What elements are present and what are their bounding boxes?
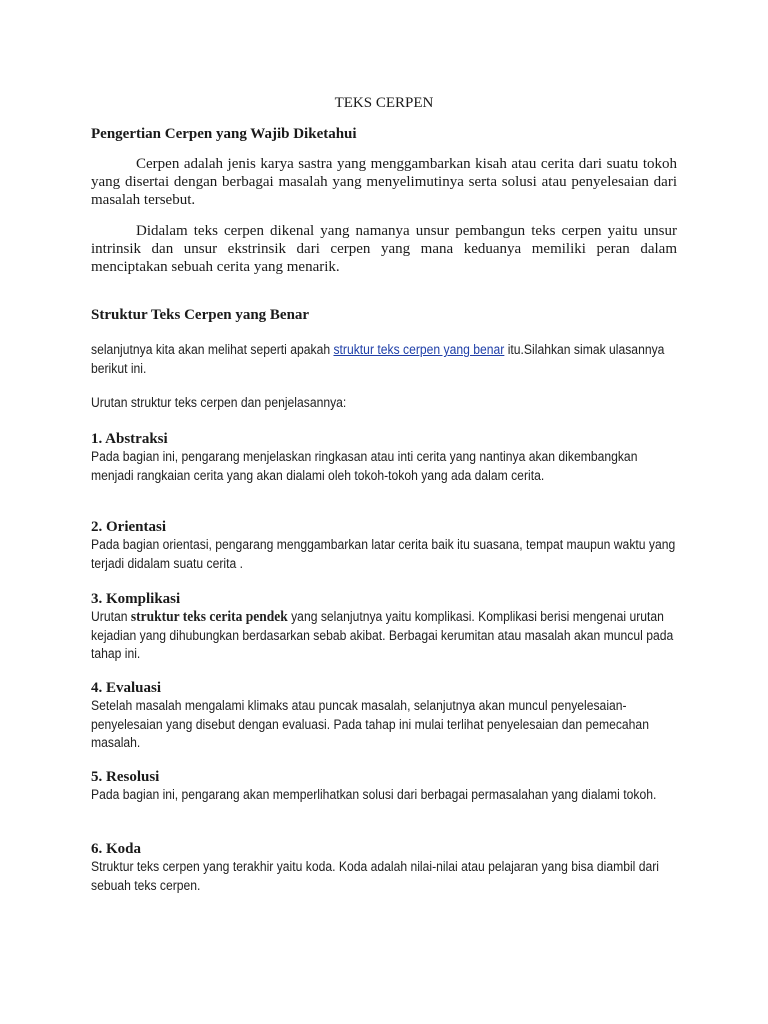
section-title: 6. Koda [91, 841, 142, 857]
document-title: TEKS CERPEN [334, 95, 434, 111]
intro-text-before: selanjutnya kita akan melihat seperti apakah [91, 342, 334, 357]
section-body: Pada bagian ini, pengarang menjelaskan ringkasan atau inti cerita yang nantinya akan dikembangkan menjadi rangkaian cerita yang akan dialami oleh tokoh-tokoh yang ada dalam cerita. [91, 449, 638, 483]
section-resolusi [91, 768, 677, 805]
section-title: 2. Orientasi [91, 519, 166, 535]
section-title: 1. Abstraksi [91, 431, 168, 447]
section-body: Pada bagian orientasi, pengarang menggambarkan latar cerita baik itu suasana, tempat maupun waktu yang terjadi didalam suatu cerita . [91, 537, 676, 571]
section-koda [91, 840, 677, 895]
section-body: Setelah masalah mengalami klimaks atau puncak masalah, selanjutnya akan muncul penyelesaian-penyelesaian yang disebut dengan evaluasi. Pada tahap ini mulai terlihat penyelesaian dan pemecahan masalah. [91, 698, 649, 750]
section-title: 4. Evaluasi [91, 680, 162, 696]
section-title: 3. Komplikasi [91, 591, 181, 607]
section-komplikasi [91, 590, 677, 664]
section-evaluasi [91, 679, 677, 753]
section-heading-pengertian: Pengertian Cerpen yang Wajib Diketahui [91, 126, 357, 142]
body-pre: Urutan [91, 609, 131, 624]
order-line: Urutan struktur teks cerpen dan penjelasannya: [91, 395, 347, 410]
section-orientasi [91, 518, 677, 573]
section-abstraksi [91, 430, 677, 485]
paragraph-definition: Cerpen adalah jenis karya sastra yang menggambarkan kisah atau cerita dari suatu tokoh yang disertai dengan berbagai masalah yang menyelimutinya serta solusi atau penyelesaian dari masalah tersebut. [91, 156, 677, 208]
section-heading-struktur: Struktur Teks Cerpen yang Benar [91, 307, 310, 323]
section-title: 5. Resolusi [91, 769, 160, 785]
section-body: Pada bagian ini, pengarang akan memperlihatkan solusi dari berbagai permasalahan yang dialami tokoh. [91, 787, 657, 802]
struktur-link[interactable]: struktur teks cerpen yang benar [333, 342, 505, 357]
paragraph-unsur: Didalam teks cerpen dikenal yang namanya unsur pembangun teks cerpen yaitu unsur intrinsik dan unsur ekstrinsik dari cerpen yang mana keduanya memiliki peran dalam menciptakan sebuah cerita yang menarik. [91, 223, 677, 275]
section-body [91, 608, 677, 664]
body-post: yang selanjutnya yaitu komplikasi. Komplikasi berisi mengenai urutan kejadian yang dihubungkan berdasarkan sebab akibat. Berbagai kerumitan atau masalah akan muncul pada tahap ini. [91, 609, 674, 661]
body-bold: struktur teks cerita pendek [130, 609, 288, 625]
intro-text-after: itu.Silahkan simak ulasannya berikut ini. [91, 342, 665, 376]
section-body: Struktur teks cerpen yang terakhir yaitu koda. Koda adalah nilai-nilai atau pelajaran yang bisa diambil dari sebuah teks cerpen. [91, 859, 660, 893]
paragraph-intro [91, 341, 677, 378]
